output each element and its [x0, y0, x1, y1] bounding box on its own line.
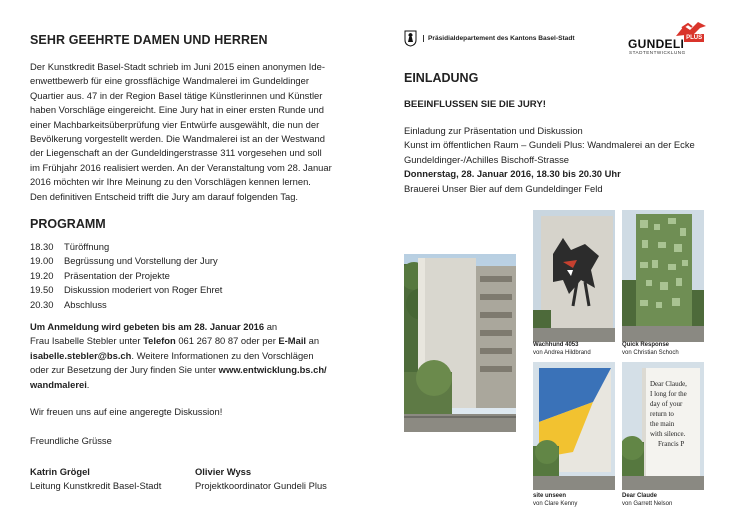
invitation-subheading: BEEINFLUSSEN SIE DIE JURY! — [404, 99, 546, 110]
department-header — [404, 30, 575, 47]
greeting: Freundliche Grüsse — [30, 435, 112, 446]
program-item — [30, 298, 222, 312]
intro-line: einer Machbarkeitsüberprüfung vier Entwürfe ausgewählt, die nun der — [30, 118, 320, 130]
invitation-details — [404, 124, 724, 196]
program-label: Begrüssung und Vorstellung der Jury — [64, 255, 218, 267]
program-item — [30, 269, 222, 283]
signature-name: Olivier Wyss — [195, 466, 252, 477]
gundeli-plus-logo — [628, 24, 706, 55]
mural-text-line: with silence. — [650, 430, 686, 438]
event-date: Donnerstag, 28. Januar 2016, 18.30 bis 20.30 Uhr — [404, 168, 621, 180]
program-time: 19.20 — [30, 269, 54, 281]
program-time: 18.30 — [30, 241, 54, 252]
registration-deadline: Um Anmeldung wird gebeten bis am 28. Januar 2016 — [30, 321, 265, 332]
mural-text-line: day of your — [650, 400, 683, 408]
intro-line: Quartier aus. 47 in der Region Basel tätige Künstlerinnen und Künstler — [30, 89, 323, 101]
proposal-title: site unseen — [533, 493, 567, 499]
website-link[interactable]: www.entwicklung.bs.ch/ — [218, 364, 327, 376]
program-item — [30, 240, 222, 254]
building-photo — [404, 254, 516, 432]
proposal-caption — [622, 493, 672, 508]
website-link-continued[interactable]: wandmalerei — [30, 378, 87, 390]
intro-line: Bevölkerung vorgestellt werden. Die Wandmalerei ist an der Westwand — [30, 133, 325, 145]
signature-block — [195, 465, 327, 494]
basel-crest-icon — [404, 30, 417, 47]
email-link[interactable]: isabelle.stebler@bs.ch — [30, 349, 132, 361]
phone-number: 061 267 80 87 oder per — [175, 335, 279, 347]
proposal-author: von Andrea Hildbrand — [533, 349, 591, 356]
proposal-author: von Christian Schoch — [622, 349, 679, 356]
signature-block — [30, 465, 161, 494]
proposal-title: Wachhund 4053 — [533, 342, 579, 348]
page-heading: SEHR GEEHRTE DAMEN UND HERREN — [30, 33, 268, 47]
proposal-author: von Clare Kenny — [533, 500, 578, 507]
phone-label: Telefon — [143, 335, 176, 347]
program-label: Präsentation der Projekte — [64, 269, 170, 281]
program-list — [30, 240, 222, 312]
program-time: 20.30 — [30, 298, 54, 310]
program-item — [30, 283, 222, 297]
event-venue: Brauerei Unser Bier auf dem Gundeldinger Feld — [404, 182, 603, 194]
intro-line: Den definitiven Entscheid trifft die Jury am darauf folgenden Tag. — [30, 190, 299, 202]
logo-wordmark: GUNDELI — [628, 37, 685, 51]
department-name: Präsidialdepartement des Kantons Basel-Stadt — [423, 35, 575, 42]
invitation-line: Kunst im öffentlichen Raum – Gundeli Plus: Wandmalerei an der Ecke — [404, 139, 695, 151]
signature-name: Katrin Grögel — [30, 466, 90, 477]
logo-subtitle: STADTENTWICKLUNG — [629, 50, 686, 55]
program-item — [30, 254, 222, 268]
proposal-author: von Garrett Nelson — [622, 500, 673, 507]
intro-line: 2016 möchten wir Ihre Meinung zu den Vorschlägen kennen lernen. — [30, 176, 311, 188]
mural-text-line: Dear Claude, — [650, 380, 687, 388]
program-label: Türöffnung — [64, 241, 110, 252]
proposal-image-wachhund — [533, 210, 615, 342]
mural-text-line: the main — [650, 420, 675, 428]
intro-line: enwettbewerb für eine grossflächige Wandmalerei im Gundeldinger — [30, 75, 309, 87]
program-heading: PROGRAMM — [30, 217, 106, 231]
intro-paragraph — [30, 60, 348, 204]
intro-line: der Liegenschaft an der Gundeldingerstrasse 311 vorgesehen und soll — [30, 147, 322, 159]
intro-line: haben Vorschläge eingereicht. Eine Jury hat in einer ersten Runde und — [30, 104, 324, 116]
intro-line: im Frühjahr 2016 realisiert werden. An der Veranstaltung vom 28. Januar — [30, 161, 332, 173]
program-time: 19.50 — [30, 284, 54, 296]
invitation-heading: EINLADUNG — [404, 71, 479, 85]
logo-plus-badge: PLUS — [686, 35, 703, 41]
program-time: 19.00 — [30, 255, 54, 267]
invitation-line: Gundeldinger-/Achilles Bischoff-Strasse — [404, 153, 570, 165]
intro-line: Der Kunstkredit Basel-Stadt schrieb im Juni 2015 einen anonymen Ide- — [30, 61, 325, 72]
email-label: E-Mail — [278, 335, 307, 347]
program-label: Abschluss — [64, 298, 107, 310]
proposal-caption — [622, 342, 679, 357]
proposal-image-site-unseen — [533, 362, 615, 490]
proposal-title: Dear Claude — [622, 493, 658, 499]
signature-role: Projektkoordinator Gundeli Plus — [195, 480, 327, 492]
proposal-caption — [533, 493, 577, 508]
mural-text-line: return to — [650, 410, 674, 418]
mural-text-line: I long for the — [650, 390, 687, 398]
registration-paragraph: Um Anmeldung wird gebeten bis am 28. Januar 2016 an Frau Isabelle Stebler unter Telefon 061 267 80 87 oder per E-Mail an isabelle.stebler@bs.ch. Weitere Informationen zu den Vorschlägen oder zur Besetzung der Jury finden Sie unter www.entwicklung.bs.ch/ wandmalerei. — [30, 321, 327, 390]
proposal-caption — [533, 342, 591, 357]
mural-text-line: Francis P — [658, 440, 685, 448]
program-label: Diskussion moderiert von Roger Ehret — [64, 284, 223, 296]
signature-role: Leitung Kunstkredit Basel-Stadt — [30, 480, 162, 492]
closing-wish: Wir freuen uns auf eine angeregte Diskussion! — [30, 406, 223, 417]
proposal-title: Quick Response — [622, 342, 670, 348]
invitation-line: Einladung zur Präsentation und Diskussion — [404, 125, 583, 136]
proposal-image-dear-claude — [622, 362, 704, 490]
proposal-image-quick-response — [622, 210, 704, 342]
